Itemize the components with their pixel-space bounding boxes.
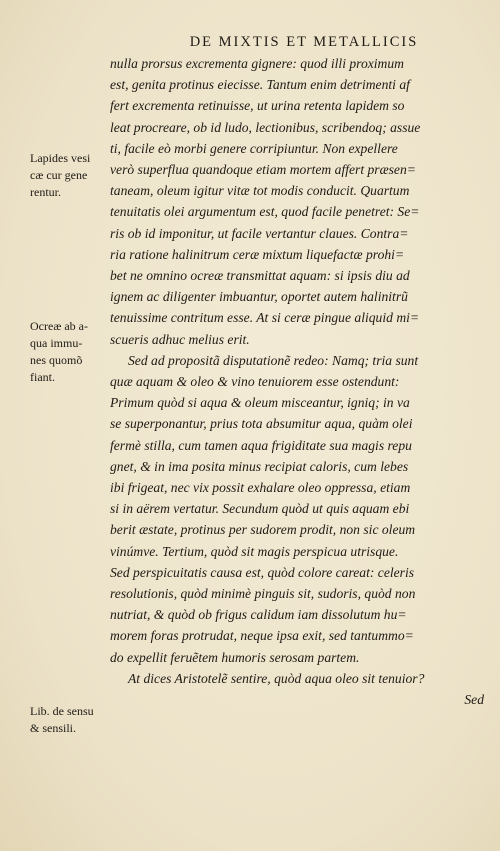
marginal-note-line: & sensili. (30, 721, 77, 735)
text-line: fermè stilla, cum tamen aqua frigiditate sua magis repu (110, 437, 412, 453)
marginal-note (30, 150, 108, 201)
text-line: tenuitatis olei argumentum est, quod facile penetret: Se= (110, 204, 420, 220)
text-line: ris ob id imponitur, ut facile vertantur claues. Contra= (110, 225, 409, 241)
text-line: do expellit feruẽtem humoris serosam partem. (110, 649, 360, 665)
text-line: berit æstate, protinus per sudorem prodit, non sic oleum (110, 522, 416, 538)
text-line: vinúmve. Tertium, quòd sit magis perspicua utrisque. (110, 543, 399, 559)
text-line: si in aërem vertatur. Secundum quòd ut quis aquam ebi (110, 501, 410, 517)
main-text-block (110, 53, 488, 710)
marginal-note-line: qua immu- (30, 336, 83, 350)
text-line: bet ne omnino ocreæ transmittat aquam: si ipsis diu ad (110, 268, 410, 284)
text-line: resolutionis, quòd minimè pinguis sit, sudoris, quòd non (110, 586, 416, 602)
catchword: Sed (464, 692, 484, 708)
text-line: taneam, oleum igitur vitæ tot modis conducit. Quartum (110, 183, 410, 199)
text-line: morem foras protrudat, neque ipsa exit, sed tantummo= (110, 628, 414, 644)
text-line: gnet, & in ima posita minus recipiat caloris, cum lebes (110, 458, 409, 474)
text-line: nutriat, & quòd ob frigus calidum iam dissolutum hu= (110, 607, 407, 623)
text-line: ibi frigeat, nec vix possit exhalare oleo oppressa, etiam (110, 480, 411, 496)
text-line: ignem ac diligenter imbuantur, oportet autem halinitrũ (110, 289, 408, 305)
marginal-note-line: fiant. (30, 370, 55, 384)
marginal-note (30, 703, 108, 737)
marginal-note-line: nes quomõ (30, 353, 83, 367)
text-line: nulla prorsus excrementa gignere: quod illi proximum (110, 56, 404, 71)
text-line: quæ aquam & oleo & vino tenuiorem esse ostendunt: (110, 374, 400, 390)
text-line: fert excrementa retinuisse, ut urina retenta lapidem so (110, 98, 405, 114)
marginal-note (30, 318, 108, 386)
text-line: At dices Aristotelẽ sentire, quòd aqua oleo sit tenuior? (128, 670, 425, 686)
marginal-note-line: cæ cur gene (30, 168, 88, 182)
text-line: se superponantur, prius tota absumitur aqua, quàm olei (110, 416, 413, 432)
marginal-note-line: Ocreæ ab a- (30, 319, 88, 333)
text-line: leat procreare, ob id ludo, lectionibus, scribendoq; assue (110, 119, 421, 135)
marginal-note-line: Lib. de sensu (30, 704, 94, 718)
text-line: est, genita protinus eiecisse. Tantum enim detrimenti af (110, 77, 410, 93)
text-line: scueris adhuc melius erit. (110, 331, 250, 347)
text-line: Sed ad propositã disputationẽ redeo: Namq; tria sunt (128, 352, 419, 368)
text-line: tenuissime contritum esse. At si ceræ pingue aliquid mi= (110, 310, 420, 326)
text-line: Primum quòd si aqua & oleum misceantur, igniq; in va (110, 395, 410, 411)
text-line: ti, facile eò morbi genere corripiuntur. Non expellere (110, 140, 398, 156)
text-line: Sed perspicuitatis causa est, quòd colore careat: celeris (110, 564, 415, 580)
text-line: ria ratione halinitrum ceræ mixtum liquefactæ prohi= (110, 246, 405, 262)
marginal-note-line: Lapides vesi (30, 151, 91, 165)
text-line: verò superflua quandoque etiam mortem affert præsen= (110, 162, 416, 178)
running-head: DE MIXTIS ET METALLICIS (189, 34, 419, 50)
marginal-note-line: rentur. (30, 185, 61, 199)
